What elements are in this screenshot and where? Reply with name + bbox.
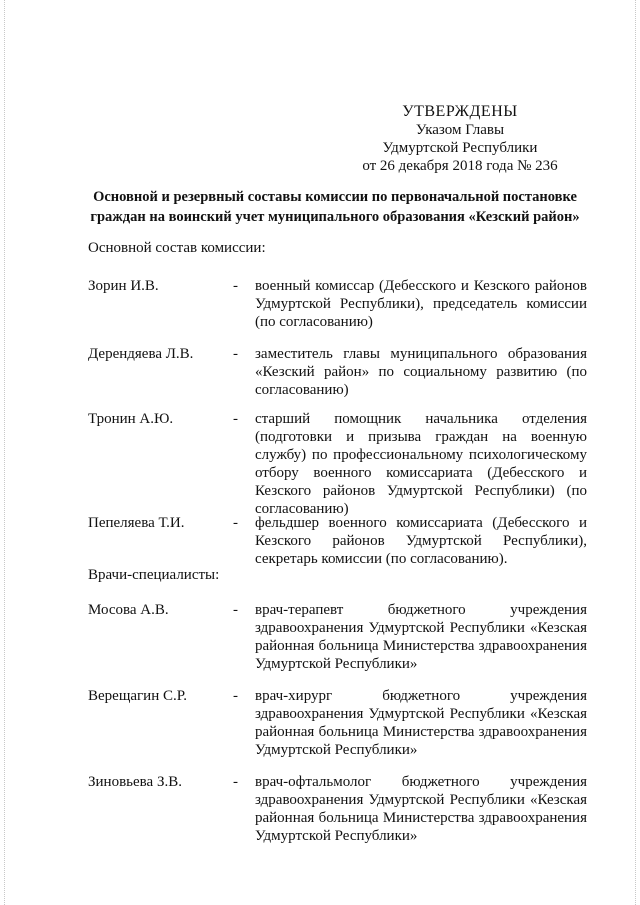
member-name: Дерендяева Л.В. (88, 346, 194, 362)
document-title (70, 187, 600, 227)
page-edge-right (635, 0, 636, 905)
section-main-composition: Основной состав комиссии: (88, 240, 266, 256)
member-role: военный комиссар (Дебесского и Кезского районов Удмуртской Республики), председатель комиссии (по согласованию) (255, 278, 587, 330)
title-line-2: граждан на воинский учет муниципального образования «Кезский район» (90, 209, 580, 225)
section-doctors: Врачи-специалисты: (88, 567, 220, 583)
doctor-dash: - (233, 688, 238, 704)
member-role: заместитель главы муниципального образования «Кезский район» по социальному развитию (по согласованию) (255, 346, 587, 398)
approval-stamp (330, 103, 590, 175)
member-dash: - (233, 278, 238, 294)
doctor-role: врач-терапевт бюджетного учреждения здравоохранения Удмуртской Республики «Кезская районная больница Министерства здравоохранения Удмуртской Республики» (255, 602, 587, 672)
member-name: Пепеляева Т.И. (88, 515, 185, 531)
member-name: Тронин А.Ю. (88, 411, 174, 427)
member-dash: - (233, 515, 238, 531)
member-dash: - (233, 411, 238, 427)
approval-line-3: от 26 декабря 2018 года № 236 (362, 158, 558, 174)
approval-heading: УТВЕРЖДЕНЫ (402, 103, 518, 120)
doctor-role: врач-офтальмолог бюджетного учреждения здравоохранения Удмуртской Республики «Кезская районная больница Министерства здравоохранения Удмуртской Республики» (255, 774, 587, 844)
member-dash: - (233, 346, 238, 362)
doctor-name: Зиновьева З.В. (88, 774, 182, 790)
approval-line-1: Указом Главы (415, 122, 505, 138)
doctor-dash: - (233, 602, 238, 618)
title-line-1: Основной и резервный составы комиссии по первоначальной постановке (93, 189, 577, 205)
member-role: фельдшер военного комиссариата (Дебесского и Кезского районов Удмуртской Республики), секретарь комиссии (по согласованию). (255, 515, 587, 567)
page-edge-left (4, 0, 5, 905)
doctor-dash: - (233, 774, 238, 790)
doctor-name: Мосова А.В. (88, 602, 169, 618)
doctor-role: врач-хирург бюджетного учреждения здравоохранения Удмуртской Республики «Кезская районная больница Министерства здравоохранения Удмуртской Республики» (255, 688, 587, 758)
member-name: Зорин И.В. (88, 278, 159, 294)
doctor-name: Верещагин С.Р. (88, 688, 187, 704)
approval-line-2: Удмуртской Республики (382, 140, 538, 156)
member-role: старший помощник начальника отделения (подготовки и призыва граждан на военную службу) по профессиональному психологическому отбору военного комиссариата (Дебесского и Кезского районов Удмуртской Республики) (по согласованию) (255, 411, 587, 517)
